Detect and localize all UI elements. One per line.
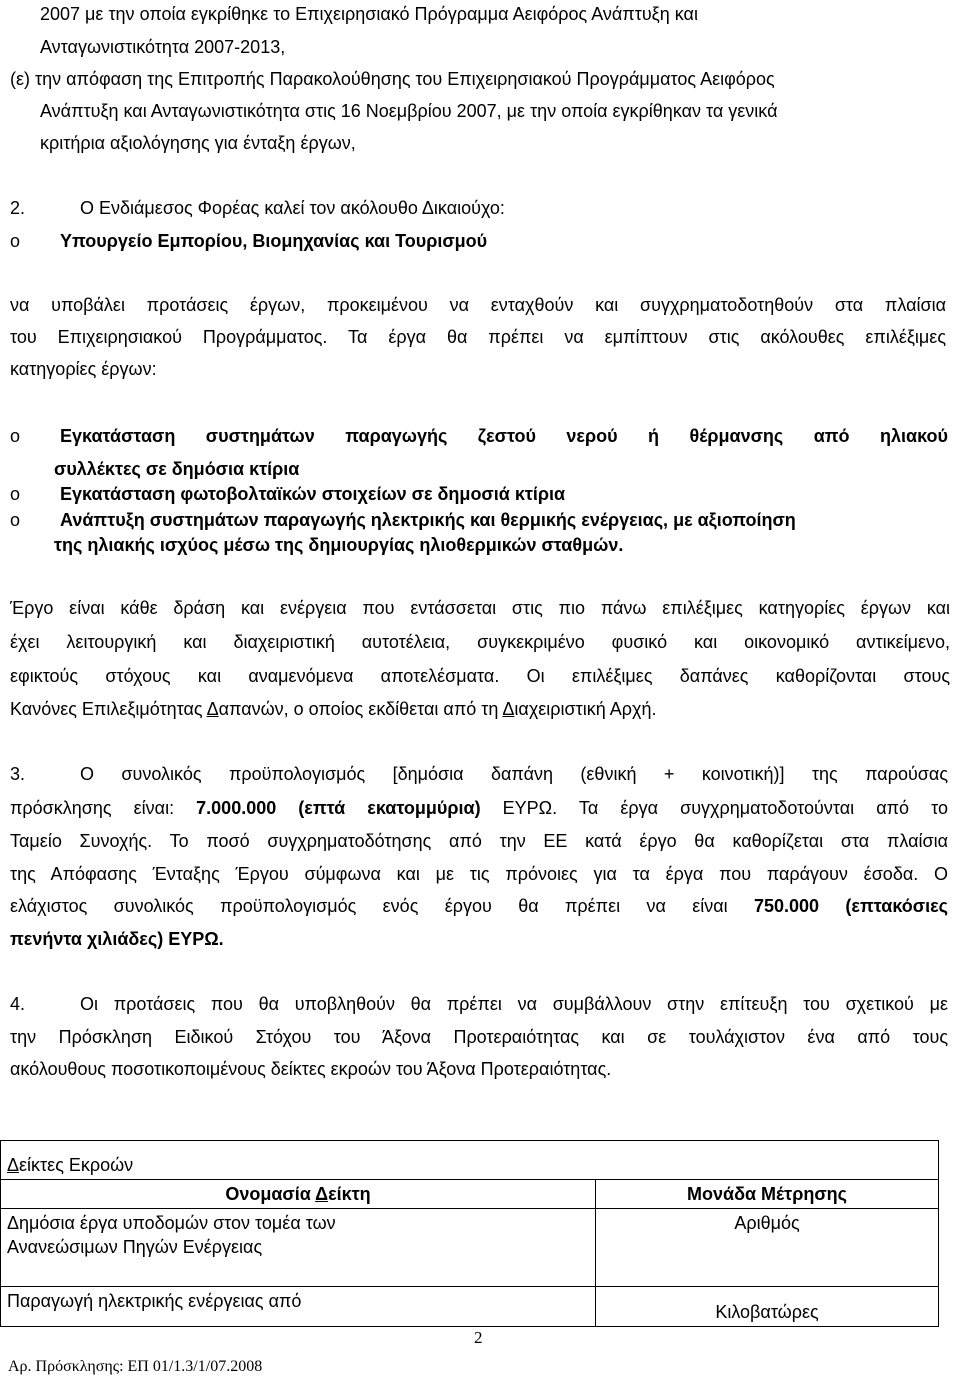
- category-item-cont: της ηλιακής ισχύος μέσω της δημιουργίας ηλιοθερμικών σταθμών.: [54, 535, 624, 555]
- paragraph-line: να υποβάλει προτάσεις έργων, προκειμένου να ενταχθούν και συγχρηματοδοτηθούν στα πλαίσια: [10, 295, 946, 315]
- section-number: 4.: [10, 994, 26, 1014]
- paragraph-line: Ταμείο Συνοχής. Το ποσό συγχρηματοδότησης από την ΕΕ κατά έργο θα καθορίζεται στα πλαίσια: [10, 831, 948, 851]
- intro-line: (ε) την απόφαση της Επιτροπής Παρακολούθησης του Επιχειρησιακού Προγράμματος Αειφόρος: [10, 69, 775, 89]
- footer-reference: Αρ. Πρόσκλησης: ΕΠ 01/1.3/1/07.2008: [8, 1358, 263, 1375]
- beneficiary-name: Υπουργείο Εμπορίου, Βιομηχανίας και Τουρισμού: [60, 231, 488, 251]
- indicator-unit: Κιλοβατώρες: [596, 1287, 939, 1327]
- paragraph-line: του Επιχειρησιακού Προγράμματος. Τα έργα θα πρέπει να εμπίπτουν στις ακόλουθες επιλέξιμες: [10, 327, 946, 347]
- category-item: Εγκατάσταση συστημάτων παραγωγής ζεστού νερού ή θέρμανσης από ηλιακού: [60, 426, 948, 446]
- table-row: [1, 1287, 939, 1327]
- indicator-unit: Αριθμός: [596, 1209, 939, 1287]
- bullet-icon: o: [10, 426, 21, 446]
- bullet-icon: o: [10, 510, 21, 530]
- paragraph-line: εφικτούς στόχους και αναμενόμενα αποτελέσματα. Οι επιλέξιμες δαπάνες καθορίζονται στους: [10, 666, 950, 686]
- intro-line: 2007 με την οποία εγκρίθηκε το Επιχειρησιακό Πρόγραμμα Αειφόρος Ανάπτυξη και: [40, 4, 698, 24]
- paragraph-line: της Απόφασης Ένταξης Έργου σύμφωνα και με τις πρόνοιες για τα έργα που παράγουν έσοδα. Ο: [10, 864, 948, 884]
- paragraph-line: ελάχιστος συνολικός προϋπολογισμός ενός έργου θα πρέπει να είναι 750.000 (επτακόσιες: [10, 896, 948, 916]
- category-item-cont: συλλέκτες σε δημόσια κτίρια: [54, 459, 300, 479]
- paragraph-line: κατηγορίες έργων:: [10, 359, 157, 379]
- paragraph-line: ακόλουθους ποσοτικοποιμένους δείκτες εκροών του Άξονα Προτεραιότητας.: [10, 1059, 612, 1079]
- column-header: Ονομασία Δείκτη: [1, 1180, 596, 1209]
- bullet-icon: o: [10, 231, 21, 251]
- paragraph-line: έχει λειτουργική και διαχειριστική αυτοτέλεια, συγκεκριμένο φυσικό και οικονομικό αντικείμενο,: [10, 632, 950, 652]
- paragraph-line: πενήντα χιλιάδες) ΕΥΡΩ.: [10, 929, 224, 949]
- section-number: 2.: [10, 198, 26, 218]
- output-indicators-table: [0, 1140, 939, 1327]
- paragraph-line: πρόσκλησης είναι: 7.000.000 (επτά εκατομμύρια) ΕΥΡΩ. Τα έργα συγχρηματοδοτούνται από το: [10, 798, 948, 818]
- table-title: Δείκτες Εκροών: [1, 1141, 939, 1180]
- table-title-row: [1, 1141, 939, 1180]
- page-number: 2: [474, 1328, 483, 1347]
- paragraph-line: την Πρόσκληση Ειδικού Στόχου του Άξονα Προτεραιότητας και σε τουλάχιστον ένα από τους: [10, 1027, 948, 1047]
- section-text: Ο συνολικός προϋπολογισμός [δημόσια δαπάνη (εθνική + κοινοτική)] της παρούσας: [80, 764, 948, 784]
- intro-line: Ανταγωνιστικότητα 2007-2013,: [40, 37, 286, 57]
- section-text: Οι προτάσεις που θα υποβληθούν θα πρέπει να συμβάλλουν στην επίτευξη του σχετικού με: [80, 994, 948, 1014]
- table-row: [1, 1209, 939, 1287]
- section-number: 3.: [10, 764, 26, 784]
- indicator-name: Παραγωγή ηλεκτρικής ενέργειας από: [1, 1287, 596, 1327]
- category-item: Εγκατάσταση φωτοβολταϊκών στοιχείων σε δημοσιά κτίρια: [60, 484, 566, 504]
- section-text: Ο Ενδιάμεσος Φορέας καλεί τον ακόλουθο Δικαιούχο:: [80, 198, 505, 218]
- table-header-row: [1, 1180, 939, 1209]
- intro-line: Ανάπτυξη και Ανταγωνιστικότητα στις 16 Νοεμβρίου 2007, με την οποία εγκρίθηκαν τα γενικά: [40, 101, 778, 121]
- intro-line: κριτήρια αξιολόγησης για ένταξη έργων,: [40, 133, 356, 153]
- bullet-icon: o: [10, 484, 21, 504]
- indicator-name: Δημόσια έργα υποδομών στον τομέα των Ανανεώσιμων Πηγών Ενέργειας: [1, 1209, 596, 1287]
- column-header: Μονάδα Μέτρησης: [596, 1180, 939, 1209]
- paragraph-line: Κανόνες Επιλεξιμότητας Δαπανών, ο οποίος εκδίθεται από τη Διαχειριστική Αρχή.: [10, 699, 657, 719]
- category-item: Ανάπτυξη συστημάτων παραγωγής ηλεκτρικής και θερμικής ενέργειας, με αξιοποίηση: [60, 510, 796, 530]
- paragraph-line: Έργο είναι κάθε δράση και ενέργεια που εντάσσεται στις πιο πάνω επιλέξιμες κατηγορίες έργων και: [10, 598, 950, 618]
